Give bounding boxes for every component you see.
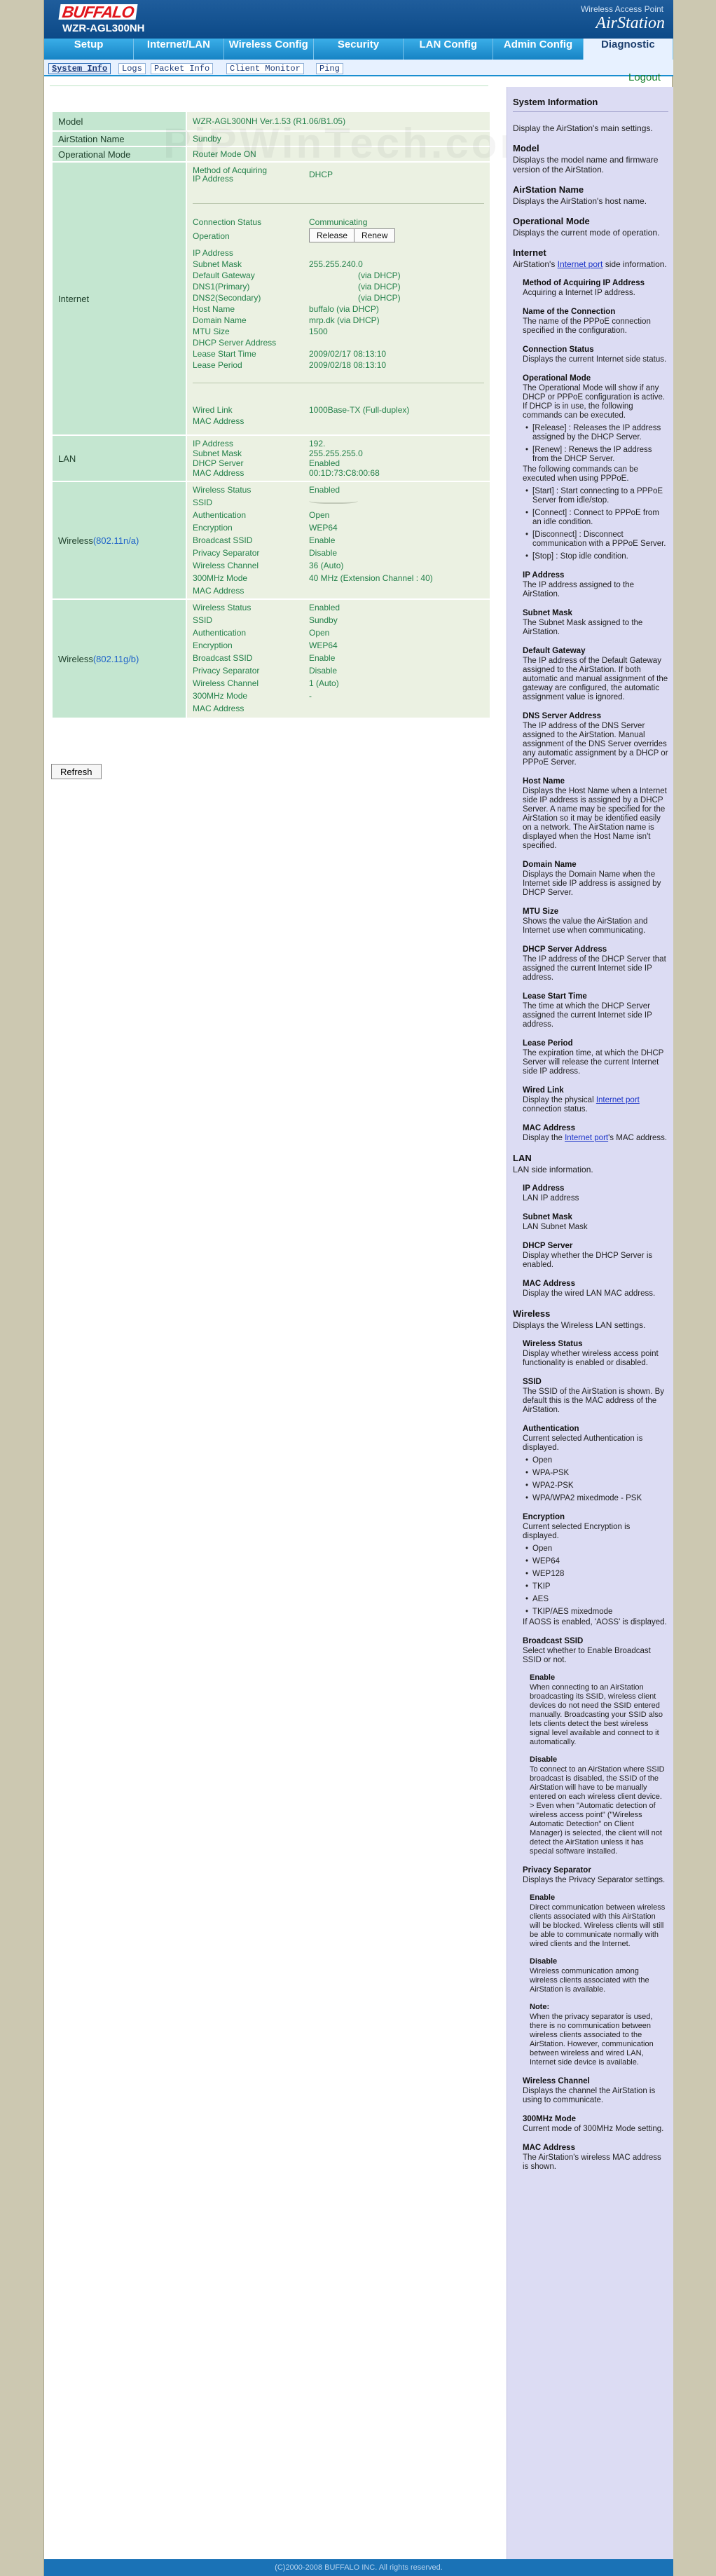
help-li: • AES: [532, 1595, 668, 1604]
hostname-key: Host Name: [193, 304, 235, 314]
wln-priv-value: Disable: [309, 548, 338, 558]
airstation-name-label: AirStation Name: [53, 132, 186, 146]
help-li: • Open: [532, 1456, 668, 1465]
help-li: • [Disconnect] : Disconnect communication with a PPPoE Server.: [532, 530, 668, 549]
help-sstxt: When the privacy separator is used, there is no communication between wireless clients associated to the AirStation. However, communication between wireless and wired LAN, Internet side device is available.: [530, 2013, 654, 2067]
help-stxt: LAN IP address: [523, 1194, 579, 1203]
help-sub: DNS Server Address: [523, 712, 602, 720]
help-stxt: Displays the channel the AirStation is using to communicate.: [523, 2087, 656, 2104]
wln-status-key: Wireless Status: [193, 485, 252, 495]
help-stxt: Display whether the DHCP Server is enabled.: [523, 1252, 653, 1269]
subtab-logs[interactable]: Logs: [118, 63, 146, 74]
operational-mode-value: Router Mode ON: [193, 149, 256, 159]
help-li: • [Start] : Start connecting to a PPPoE Server from idle/stop.: [532, 487, 668, 505]
method-key-2: IP Address: [193, 174, 233, 184]
tagline: Wireless Access Point: [580, 4, 663, 14]
help-stxt: Displays the current Internet side status.: [523, 355, 667, 364]
mtu-value: 1500: [309, 327, 328, 336]
domain-key: Domain Name: [193, 315, 247, 325]
help-li: • TKIP: [532, 1582, 668, 1591]
menu-admin-config[interactable]: Admin Config: [493, 39, 583, 60]
wlg-enc-value: WEP64: [309, 640, 338, 650]
help-li: • [Release] : Releases the IP address assigned by the DHCP Server.: [532, 424, 668, 442]
help-txt: Display the AirStation's main settings.: [513, 123, 653, 133]
dns1-key: DNS1(Primary): [193, 282, 250, 292]
help-txt: Displays the AirStation's host name.: [513, 196, 647, 206]
row-wireless-g: [53, 600, 490, 718]
subtab-system-info[interactable]: System Info: [48, 63, 111, 74]
mask-value: 255.255.240.0: [309, 259, 363, 269]
help-ssub: Enable: [530, 1893, 556, 1902]
wlg-auth-value: Open: [309, 628, 330, 638]
refresh-button[interactable]: Refresh: [51, 764, 102, 779]
help-sub: Operational Mode: [523, 374, 591, 383]
wlg-auth-key: Authentication: [193, 628, 247, 638]
wln-mode-key: 300MHz Mode: [193, 573, 248, 583]
help-stxt: LAN Subnet Mask: [523, 1223, 588, 1231]
wln-bssid-value: Enable: [309, 535, 336, 545]
watermark: [163, 119, 540, 167]
wln-enc-value: WEP64: [309, 523, 338, 533]
hostname-value: buffalo (via DHCP): [309, 304, 379, 314]
internet-port-link[interactable]: Internet port: [557, 259, 603, 269]
help-sub: Method of Acquiring IP Address: [523, 279, 645, 287]
wlg-ssid-key: SSID: [193, 615, 213, 625]
help-li: • [Stop] : Stop idle condition.: [532, 552, 668, 561]
help-stxt: The following commands can be executed when using PPPoE.: [523, 465, 638, 483]
wln-enc-key: Encryption: [193, 523, 233, 533]
help-sub: IP Address: [523, 571, 565, 580]
internet-label: Internet: [53, 163, 186, 434]
subtab-packet-info[interactable]: Packet Info: [151, 63, 213, 74]
wlg-priv-value: Disable: [309, 666, 338, 676]
help-sstxt: To connect to an AirStation where SSID broadcast is disabled, the SSID of the AirStation will have to be manually entered on each wireless client device. > Even when "Automatic detection of wireless access point" ("Wireless Automatic Detection" on Client Manager) is selected, the client will not detect the AirStation unless it has special software installed.: [530, 1765, 665, 1856]
help-stxt: Shows the value the AirStation and Internet use when communicating.: [523, 917, 648, 935]
help-stxt: Displays the Privacy Separator settings.: [523, 1876, 666, 1884]
lan-ip-value: 192.: [309, 439, 326, 448]
help-sub: Connection Status: [523, 345, 594, 354]
wlg-ssid-value: Sundby: [309, 615, 338, 625]
wln-mode-value: 40 MHz (Extension Channel : 40): [309, 573, 433, 583]
method-key: Method of Acquiring: [193, 165, 268, 175]
menu-security[interactable]: Security: [314, 39, 404, 60]
divider: [50, 85, 488, 86]
help-stxt: Displays the Host Name when a Internet side IP address is assigned by a DHCP Server. A name may be specified for the AirStation so it may be identified easily on a network. The AirStation name is displayed when the Host Name isn't specified.: [523, 787, 667, 850]
help-stxt: The name of the PPPoE connection specified in the configuration.: [523, 317, 651, 335]
operation-key: Operation: [193, 231, 230, 241]
wireless-standard: (802.11g/b): [92, 653, 139, 664]
wlg-status-value: Enabled: [309, 603, 340, 612]
wlg-channel-value: 1 (Auto): [309, 678, 339, 688]
conn-status-key: Connection Status: [193, 217, 262, 227]
wired-link-key: Wired Link: [193, 405, 233, 415]
wlg-mac-key: MAC Address: [193, 704, 245, 713]
divider: [193, 203, 484, 204]
wlg-status-key: Wireless Status: [193, 603, 252, 612]
help-stxt: Current mode of 300MHz Mode setting.: [523, 2125, 664, 2133]
help-stxt: The IP address assigned to the AirStation.: [523, 581, 634, 598]
wln-auth-key: Authentication: [193, 510, 247, 520]
help-sub: Privacy Separator: [523, 1866, 591, 1875]
lan-mac-key: MAC Address: [193, 468, 245, 478]
lan-label: LAN: [53, 436, 186, 481]
help-sub: DHCP Server Address: [523, 945, 607, 954]
help-li: • [Connect] : Connect to PPPoE from an idle condition.: [532, 509, 668, 527]
mtu-key: MTU Size: [193, 327, 230, 336]
help-sub: MAC Address: [523, 1124, 575, 1132]
help-sub: Wired Link: [523, 1086, 564, 1095]
help-sub: Lease Period: [523, 1039, 573, 1048]
help-sub: MTU Size: [523, 907, 559, 916]
lease-start-key: Lease Start Time: [193, 349, 256, 359]
wireless-g-label: Wireless (802.11g/b): [53, 600, 186, 718]
help-stxt: The SSID of the AirStation is shown. By default this is the MAC address of the AirStation.: [523, 1388, 664, 1414]
help-ssub: Enable: [530, 1673, 556, 1682]
lan-mask-key: Subnet Mask: [193, 448, 242, 458]
renew-button[interactable]: Renew: [354, 228, 395, 242]
lease-period-key: Lease Period: [193, 360, 242, 370]
lease-start-value: 2009/02/17 08:13:10: [309, 349, 387, 359]
help-sstxt: Wireless communication among wireless clients associated with the AirStation is available.: [530, 1967, 649, 1994]
dns2-key: DNS2(Secondary): [193, 293, 261, 303]
help-ssub: Disable: [530, 1755, 558, 1764]
help-stxt: The AirStation's wireless MAC address is shown.: [523, 2153, 661, 2171]
lan-mask-value: 255.255.255.0: [309, 448, 363, 458]
lan-dhcp-key: DHCP Server: [193, 458, 244, 468]
menu-lan-config[interactable]: LAN Config: [404, 39, 493, 60]
help-stxt: The Subnet Mask assigned to the AirStation.: [523, 619, 643, 636]
help-stxt: The IP address of the Default Gateway assigned to the AirStation. If both automatic and manual assignment of the gateway are configured, the automatic assignment value is ignored.: [523, 657, 668, 701]
help-sub: 300MHz Mode: [523, 2115, 577, 2123]
lan-ip-key: IP Address: [193, 439, 233, 448]
wln-auth-value: Open: [309, 510, 330, 520]
wlg-enc-key: Encryption: [193, 640, 233, 650]
help-stxt: Display whether wireless access point functionality is enabled or disabled.: [523, 1350, 659, 1367]
help-stxt: Current selected Authentication is displayed.: [523, 1434, 643, 1452]
wlg-bssid-key: Broadcast SSID: [193, 653, 253, 663]
subtab-client-monitor[interactable]: Client Monitor: [226, 63, 304, 74]
model-value: WZR-AGL300NH Ver.1.53 (R1.06/B1.05): [193, 116, 346, 126]
operational-mode-label: Operational Mode: [53, 147, 186, 161]
help-sub: Encryption: [523, 1513, 565, 1521]
dns1-value: (via DHCP): [358, 282, 401, 292]
copyright-footer: (C)2000-2008 BUFFALO INC. All rights reserved.: [44, 2559, 673, 2576]
wln-ssid-key: SSID: [193, 498, 213, 507]
airstation-brand: AirStation: [595, 14, 665, 32]
help-txt: Displays the model name and firmware version of the AirStation.: [513, 155, 659, 174]
help-sub: Domain Name: [523, 861, 577, 869]
conn-status-value: Communicating: [309, 217, 368, 227]
dns2-value: (via DHCP): [358, 293, 401, 303]
help-sstxt: When connecting to an AirStation broadcasting its SSID, wireless client devices do not need the SSID entered manually. Broadcasting your SSID also lets clients detect the best wireless signal level available and connect to it automatically.: [530, 1683, 663, 1746]
domain-value: mrp.dk (via DHCP): [309, 315, 380, 325]
help-sub: IP Address: [523, 1184, 565, 1193]
menu-internet-lan[interactable]: Internet/LAN: [134, 39, 223, 60]
internet-port-link[interactable]: Internet port: [565, 1134, 609, 1142]
buffalo-logo: BUFFALO: [58, 4, 137, 20]
help-sub: DHCP Server: [523, 1242, 573, 1250]
help-li: • WPA2-PSK: [532, 1481, 668, 1491]
help-sub: Host Name: [523, 777, 565, 786]
help-sub: Authentication: [523, 1425, 579, 1433]
help-txt: LAN side information.: [513, 1165, 593, 1174]
model-name: WZR-AGL300NH: [62, 22, 145, 34]
help-sub: Lease Start Time: [523, 992, 587, 1001]
help-stxt: Displays the Domain Name when the Internet side IP address is assigned by DHCP Server.: [523, 870, 661, 897]
row-wireless-n: [53, 482, 490, 598]
help-sec: LAN: [513, 1153, 532, 1163]
mac-key: MAC Address: [193, 416, 245, 426]
help-li: • WEP64: [532, 1557, 668, 1566]
subtab-ping[interactable]: Ping: [316, 63, 343, 74]
gateway-value: (via DHCP): [358, 270, 401, 280]
wln-priv-key: Privacy Separator: [193, 548, 260, 558]
help-stxt: Acquiring a Internet IP address.: [523, 289, 635, 297]
help-sec: Internet: [513, 247, 546, 258]
menu-setup[interactable]: Setup: [44, 39, 134, 60]
help-stxt: The IP address of the DHCP Server that assigned the current Internet side IP address.: [523, 955, 666, 982]
help-li: • TKIP/AES mixedmode: [532, 1608, 668, 1617]
gateway-key: Default Gateway: [193, 270, 255, 280]
help-sub: Name of the Connection: [523, 308, 616, 316]
method-value: DHCP: [309, 170, 333, 179]
internet-port-link[interactable]: Internet port: [595, 1096, 640, 1104]
help-stxt: Current selected Encryption is displayed.: [523, 1523, 631, 1540]
wln-channel-key: Wireless Channel: [193, 561, 259, 570]
help-sub: Subnet Mask: [523, 609, 572, 617]
release-button[interactable]: Release: [309, 228, 355, 242]
menu-diagnostic[interactable]: Diagnostic: [584, 39, 673, 60]
wlg-channel-key: Wireless Channel: [193, 678, 259, 688]
help-sstxt: Direct communication between wireless clients associated with this AirStation will be blocked. Wireless clients will still be able to communicate normally with wired clients and the Internet.: [530, 1903, 666, 1948]
lan-mac-value: 00:1D:73:C8:00:68: [309, 468, 380, 478]
help-sub: Wireless Status: [523, 1340, 583, 1348]
help-sec: Wireless: [513, 1308, 551, 1319]
lease-period-value: 2009/02/18 08:13:10: [309, 360, 387, 370]
wlg-mode-key: 300MHz Mode: [193, 691, 248, 701]
menu-wireless-config[interactable]: Wireless Config: [224, 39, 314, 60]
wln-bssid-key: Broadcast SSID: [193, 535, 253, 545]
wired-link-value: 1000Base-TX (Full-duplex): [309, 405, 410, 415]
help-stxt: Display the wired LAN MAC address.: [523, 1289, 656, 1298]
help-sub: Broadcast SSID: [523, 1637, 584, 1645]
airstation-name-value: Sundby: [193, 134, 221, 144]
help-sec: Model: [513, 143, 539, 153]
help-content: [513, 97, 668, 2172]
wlg-priv-key: Privacy Separator: [193, 666, 260, 676]
help-txt: Displays the Wireless LAN settings.: [513, 1320, 646, 1330]
help-stxt: If AOSS is enabled, 'AOSS' is displayed.: [523, 1618, 667, 1626]
help-li: • Open: [532, 1544, 668, 1554]
help-ssub: Disable: [530, 1957, 558, 1966]
help-sub: SSID: [523, 1378, 542, 1386]
row-lan: [53, 436, 490, 481]
wireless-standard: (802.11n/a): [92, 535, 139, 546]
help-stxt: Display the Internet port's MAC address.: [523, 1134, 668, 1142]
help-stxt: The expiration time, at which the DHCP Server will release the current Internet side IP address.: [523, 1049, 664, 1076]
main-menu: [44, 39, 673, 60]
help-sub: Wireless Channel: [523, 2077, 590, 2085]
redacted-value: [309, 497, 358, 504]
help-ssub: Note:: [530, 2003, 550, 2011]
ip-key: IP Address: [193, 248, 233, 258]
wln-channel-value: 36 (Auto): [309, 561, 344, 570]
help-title: System Information: [513, 97, 668, 112]
mask-key: Subnet Mask: [193, 259, 242, 269]
help-stxt: The IP address of the DNS Server assigned to the AirStation. Manual assignment of the DNS Server overrides any automatic assignment by a DHCP or PPPoE Server.: [523, 722, 668, 767]
lan-dhcp-value: Enabled: [309, 458, 340, 468]
help-li: • [Renew] : Renews the IP address from the DHCP Server.: [532, 446, 668, 464]
help-li: • WPA/WPA2 mixedmode - PSK: [532, 1494, 668, 1503]
help-sec: Operational Mode: [513, 216, 590, 226]
wln-status-value: Enabled: [309, 485, 340, 495]
help-txt: AirStation's Internet port side information.: [513, 259, 667, 269]
wln-mac-key: MAC Address: [193, 586, 245, 596]
help-li: • WEP128: [532, 1570, 668, 1579]
help-stxt: Select whether to Enable Broadcast SSID or not.: [523, 1647, 651, 1664]
help-sub: Subnet Mask: [523, 1213, 572, 1221]
model-label: Model: [53, 112, 186, 130]
help-txt: Displays the current mode of operation.: [513, 228, 660, 238]
help-sub: Default Gateway: [523, 647, 586, 655]
help-sub: MAC Address: [523, 1280, 575, 1288]
help-sub: MAC Address: [523, 2144, 575, 2152]
row-internet: [53, 163, 490, 434]
logout-link[interactable]: Logout: [628, 71, 661, 83]
help-sec: AirStation Name: [513, 184, 584, 195]
wireless-n-label: Wireless (802.11n/a): [53, 482, 186, 598]
help-li: • WPA-PSK: [532, 1469, 668, 1478]
wlg-bssid-value: Enable: [309, 653, 336, 663]
dhcp-server-key: DHCP Server Address: [193, 338, 277, 348]
help-stxt: Display the physical Internet port connection status.: [523, 1096, 640, 1114]
sub-menu: [44, 60, 673, 76]
page-frame: [43, 0, 673, 2576]
help-stxt: The Operational Mode will show if any DHCP or PPPoE configuration is active. If DHCP is in use, the following commands can be executed.: [523, 384, 666, 420]
help-panel: [507, 87, 673, 2559]
header: [44, 0, 673, 39]
wlg-mode-value: -: [309, 691, 312, 701]
help-stxt: The time at which the DHCP Server assigned the current Internet side IP address.: [523, 1002, 652, 1029]
